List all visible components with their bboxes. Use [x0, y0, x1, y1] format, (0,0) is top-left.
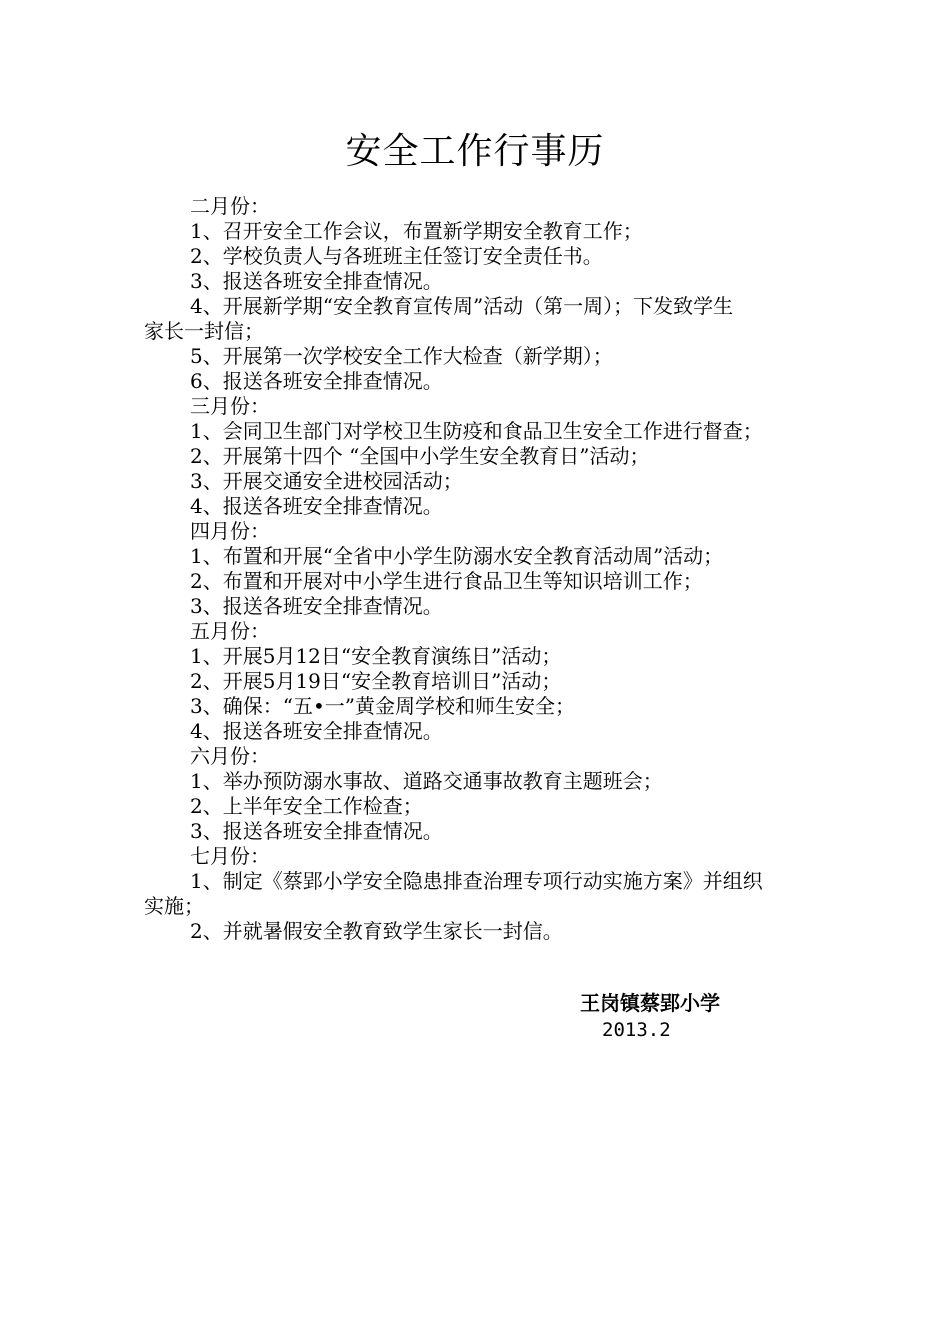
- body-line: 2、布置和开展对中小学生进行食品卫生等知识培训工作；: [190, 569, 703, 593]
- body-line: 5、开展第一次学校安全工作大检查（新学期）；: [190, 344, 613, 368]
- document-body: [144, 194, 814, 944]
- body-line: 1、布置和开展“全省中小学生防溺水安全教育活动周”活动；: [190, 544, 724, 568]
- body-line: 4、报送各班安全排查情况。: [190, 719, 443, 743]
- signature-date: 2013.2: [602, 1019, 671, 1041]
- body-line: 2、学校负责人与各班班主任签订安全责任书。: [190, 244, 603, 268]
- body-line: 七月份：: [190, 844, 270, 868]
- body-line: 1、开展5月12日“安全教育演练日”活动；: [190, 644, 562, 668]
- body-line: 2、上半年安全工作检查；: [190, 794, 423, 818]
- body-line: 1、会同卫生部门对学校卫生防疫和食品卫生安全工作进行督查；: [190, 419, 763, 443]
- body-line-continuation: 实施；: [144, 894, 204, 918]
- body-line: 2、开展第十四个 “全国中小学生安全教育日”活动；: [190, 444, 650, 468]
- body-line: 五月份：: [190, 619, 270, 643]
- document-title: 安全工作行事历: [345, 131, 605, 172]
- body-line: 2、开展5月19日“安全教育培训日”活动；: [190, 669, 562, 693]
- body-line: 3、报送各班安全排查情况。: [190, 819, 443, 843]
- signature-organization: 王岗镇蔡郢小学: [580, 991, 720, 1015]
- body-line: 1、举办预防溺水事故、道路交通事故教育主题班会；: [190, 769, 663, 793]
- body-line: 4、开展新学期“安全教育宣传周”活动（第一周）；下发致学生: [190, 294, 734, 318]
- body-line-continuation: 家长一封信；: [144, 319, 264, 343]
- body-line: 2、并就暑假安全教育致学生家长一封信。: [190, 919, 563, 943]
- body-line: 6、报送各班安全排查情况。: [190, 369, 443, 393]
- body-line: 三月份：: [190, 394, 270, 418]
- body-line: 1、制定《蔡郢小学安全隐患排查治理专项行动实施方案》并组织: [190, 869, 763, 893]
- body-line: 二月份：: [190, 194, 270, 218]
- body-line: 1、召开安全工作会议，布置新学期安全教育工作；: [190, 219, 643, 243]
- body-line: 3、开展交通安全进校园活动；: [190, 469, 463, 493]
- body-line: 3、报送各班安全排查情况。: [190, 269, 443, 293]
- body-line: 4、报送各班安全排查情况。: [190, 494, 443, 518]
- body-line: 3、确保：“五•一”黄金周学校和师生安全；: [190, 694, 575, 718]
- body-line: 3、报送各班安全排查情况。: [190, 594, 443, 618]
- body-line: 四月份：: [190, 519, 270, 543]
- body-line: 六月份：: [190, 744, 270, 768]
